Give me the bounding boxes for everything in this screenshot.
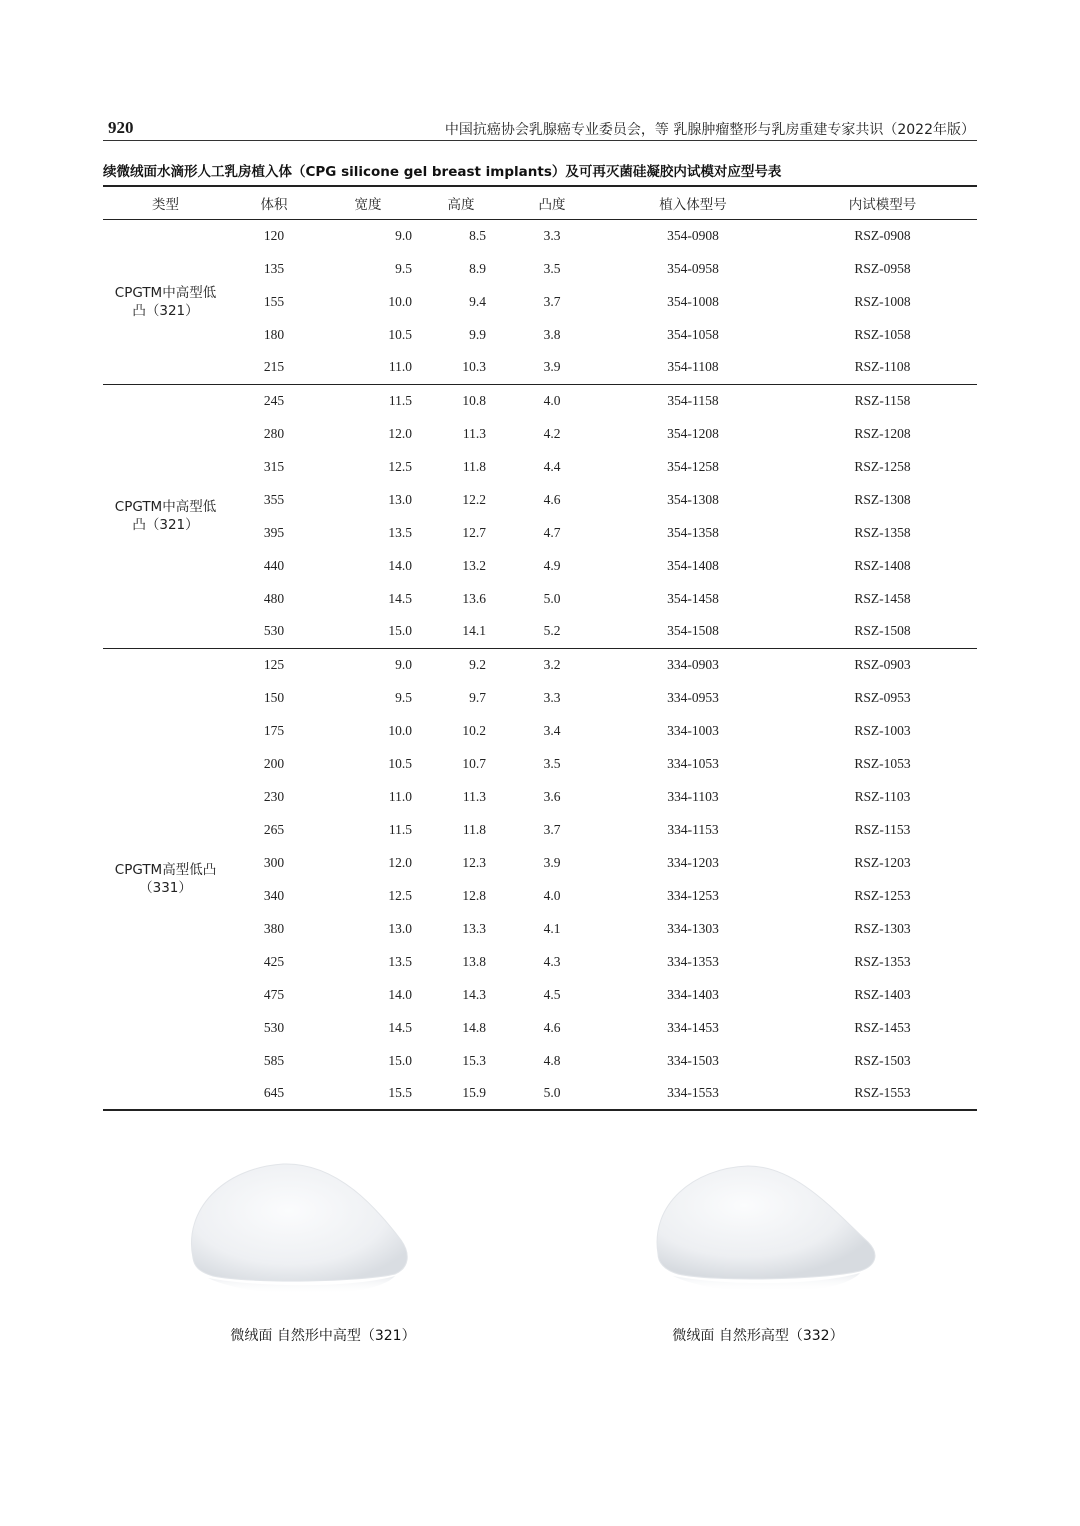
table-row xyxy=(103,978,977,1011)
projection-cell: 4.7 xyxy=(543,524,561,540)
width-cell xyxy=(320,615,416,648)
projection-cell: 3.7 xyxy=(543,293,561,309)
type-label-line1: CPGTM高型低凸 xyxy=(114,861,217,878)
height-cell-value: 10.3 xyxy=(462,359,486,375)
type-label-line2: 凸（321） xyxy=(132,517,199,533)
height-cell xyxy=(416,879,506,912)
implant-model-cell: 334-0953 xyxy=(667,689,719,705)
table-row xyxy=(103,681,977,714)
sizer-model-cell: RSZ-1008 xyxy=(854,293,911,309)
type-label-line2: 凸（321） xyxy=(132,302,199,319)
table-row xyxy=(103,648,977,681)
width-cell-value: 14.5 xyxy=(388,1019,412,1035)
width-cell xyxy=(320,516,416,549)
width-cell-value: 11.5 xyxy=(388,392,412,408)
implant-model-cell: 334-1403 xyxy=(667,986,719,1002)
width-cell-value: 12.0 xyxy=(388,854,412,870)
volume-cell: 125 xyxy=(263,656,285,672)
implant-model-cell: 334-1303 xyxy=(667,920,719,936)
width-cell-value: 9.0 xyxy=(395,227,412,243)
height-cell xyxy=(416,417,506,450)
projection-cell: 4.2 xyxy=(543,425,561,441)
width-cell-value: 14.0 xyxy=(388,986,412,1002)
table-row xyxy=(103,516,977,549)
width-cell xyxy=(320,384,416,417)
table-group-2 xyxy=(103,384,977,648)
height-cell-value: 12.8 xyxy=(462,887,486,903)
height-cell-value: 10.7 xyxy=(462,755,486,771)
height-cell xyxy=(416,549,506,582)
sizer-model-cell: RSZ-1358 xyxy=(854,524,911,540)
sizer-model-cell: RSZ-1553 xyxy=(854,1085,911,1100)
volume-cell: 200 xyxy=(263,755,285,771)
volume-cell: 315 xyxy=(263,458,285,474)
volume-cell: 215 xyxy=(263,359,285,375)
implant-table-container xyxy=(103,185,977,1111)
projection-cell: 4.8 xyxy=(543,1052,561,1068)
column-header-projection: 凸度 xyxy=(538,196,566,213)
height-cell xyxy=(416,582,506,615)
column-header-type: 类型 xyxy=(152,196,179,213)
sizer-model-cell: RSZ-0953 xyxy=(854,689,911,705)
implant-model-cell: 334-1203 xyxy=(667,854,719,870)
width-cell xyxy=(320,450,416,483)
projection-cell: 3.5 xyxy=(543,260,561,276)
implant-model-cell: 354-1308 xyxy=(667,491,719,507)
table-row xyxy=(103,912,977,945)
height-cell xyxy=(416,1044,506,1077)
volume-cell: 180 xyxy=(263,326,285,342)
volume-cell: 135 xyxy=(263,260,285,276)
sizer-model-cell: RSZ-1503 xyxy=(854,1052,911,1068)
width-cell-value: 12.0 xyxy=(388,425,412,441)
table-row xyxy=(103,846,977,879)
implant-model-cell: 354-1058 xyxy=(667,326,719,342)
height-cell-value: 10.2 xyxy=(462,722,486,738)
height-cell xyxy=(416,648,506,681)
width-cell-value: 9.0 xyxy=(395,656,412,672)
width-cell xyxy=(320,978,416,1011)
volume-cell: 530 xyxy=(263,623,285,639)
table-row xyxy=(103,714,977,747)
table-row xyxy=(103,384,977,417)
width-cell-value: 9.5 xyxy=(395,689,412,705)
height-cell-value: 10.8 xyxy=(462,392,486,408)
sizer-model-cell: RSZ-1403 xyxy=(854,986,911,1002)
height-cell-value: 12.3 xyxy=(462,854,486,870)
table-row xyxy=(103,1077,977,1110)
implant-model-cell: 354-1008 xyxy=(667,293,719,309)
table-group-3 xyxy=(103,648,977,1110)
volume-cell: 300 xyxy=(263,854,285,870)
volume-cell: 340 xyxy=(263,887,285,903)
sizer-model-cell: RSZ-1353 xyxy=(854,953,911,969)
type-cell xyxy=(103,219,228,384)
height-cell xyxy=(416,285,506,318)
volume-cell: 440 xyxy=(263,557,285,573)
width-cell xyxy=(320,648,416,681)
width-cell-value: 11.5 xyxy=(388,821,412,837)
projection-cell: 3.8 xyxy=(543,326,561,342)
type-label-line1: CPGTM中高型低 xyxy=(114,284,217,301)
projection-cell: 4.1 xyxy=(543,920,561,936)
height-cell xyxy=(416,681,506,714)
implant-model-cell: 334-1553 xyxy=(667,1085,719,1100)
implant-model-cell: 354-1458 xyxy=(667,590,719,606)
projection-cell: 5.2 xyxy=(543,623,561,639)
height-cell xyxy=(416,714,506,747)
width-cell xyxy=(320,483,416,516)
projection-cell: 3.9 xyxy=(543,359,561,375)
implant-size-table xyxy=(103,185,977,1111)
width-cell-value: 10.5 xyxy=(388,326,412,342)
height-cell-value: 12.2 xyxy=(462,491,486,507)
height-cell xyxy=(416,252,506,285)
width-cell xyxy=(320,879,416,912)
column-header-height: 高度 xyxy=(447,196,475,213)
width-cell xyxy=(320,582,416,615)
height-cell xyxy=(416,615,506,648)
height-cell xyxy=(416,1011,506,1044)
width-cell xyxy=(320,219,416,252)
projection-cell: 3.5 xyxy=(543,755,561,771)
type-label-line1: CPGTM中高型低 xyxy=(114,499,217,515)
projection-cell: 5.0 xyxy=(543,1085,561,1100)
volume-cell: 265 xyxy=(263,821,285,837)
height-cell-value: 14.8 xyxy=(462,1019,486,1035)
width-cell-value: 13.0 xyxy=(388,920,412,936)
height-cell-value: 9.7 xyxy=(469,689,486,705)
height-cell xyxy=(416,516,506,549)
teardrop-implant-321-image xyxy=(163,1150,483,1320)
table-row xyxy=(103,549,977,582)
height-cell xyxy=(416,219,506,252)
implant-model-cell: 334-1503 xyxy=(667,1052,719,1068)
implant-model-cell: 354-1358 xyxy=(667,524,719,540)
sizer-model-cell: RSZ-1408 xyxy=(854,557,911,573)
running-header-title: 中国抗癌协会乳腺癌专业委员会，等 乳腺肿瘤整形与乳房重建专家共识（2022年版） xyxy=(444,122,975,138)
projection-cell: 3.3 xyxy=(543,227,561,243)
implant-model-cell: 334-1453 xyxy=(667,1019,719,1035)
sizer-model-cell: RSZ-1053 xyxy=(854,755,911,771)
width-cell xyxy=(320,780,416,813)
projection-cell: 3.6 xyxy=(543,788,561,804)
volume-cell: 475 xyxy=(263,986,285,1002)
width-cell-value: 15.0 xyxy=(388,1052,412,1068)
table-row xyxy=(103,615,977,648)
implant-model-cell: 334-1153 xyxy=(667,821,719,837)
sizer-model-cell: RSZ-0958 xyxy=(854,260,911,276)
type-label-line2: （331） xyxy=(139,879,192,896)
width-cell xyxy=(320,714,416,747)
table-row xyxy=(103,1011,977,1044)
height-cell-value: 13.8 xyxy=(462,953,486,969)
height-cell xyxy=(416,351,506,384)
table-group-1 xyxy=(103,219,977,384)
sizer-model-cell: RSZ-1058 xyxy=(854,326,911,342)
column-header-implant-model: 植入体型号 xyxy=(659,196,727,213)
table-row xyxy=(103,1044,977,1077)
projection-cell: 4.9 xyxy=(543,557,561,573)
table-row xyxy=(103,582,977,615)
height-cell-value: 11.3 xyxy=(462,425,486,441)
projection-cell: 4.0 xyxy=(543,887,561,903)
volume-cell: 585 xyxy=(263,1052,285,1068)
height-cell xyxy=(416,846,506,879)
volume-cell: 480 xyxy=(263,590,285,606)
table-row xyxy=(103,879,977,912)
volume-cell: 150 xyxy=(263,689,285,705)
table-row xyxy=(103,450,977,483)
width-cell xyxy=(320,351,416,384)
sizer-model-cell: RSZ-1003 xyxy=(854,722,911,738)
width-cell xyxy=(320,681,416,714)
height-cell xyxy=(416,912,506,945)
sizer-model-cell: RSZ-1508 xyxy=(854,623,911,639)
page-number: 920 xyxy=(108,118,134,137)
implant-model-cell: 334-1253 xyxy=(667,887,719,903)
figure-caption-321: 微绒面 自然形中高型（321） xyxy=(230,1328,416,1344)
table-row xyxy=(103,780,977,813)
volume-cell: 395 xyxy=(263,524,285,540)
column-header-volume: 体积 xyxy=(260,196,288,213)
projection-cell: 5.0 xyxy=(543,590,561,606)
volume-cell: 530 xyxy=(263,1019,285,1035)
height-cell xyxy=(416,318,506,351)
sizer-model-cell: RSZ-1458 xyxy=(854,590,911,606)
sizer-model-cell: RSZ-1203 xyxy=(854,854,911,870)
width-cell xyxy=(320,747,416,780)
implant-model-cell: 354-1158 xyxy=(667,392,719,408)
table-row xyxy=(103,219,977,252)
height-cell-value: 11.8 xyxy=(462,458,486,474)
implant-model-cell: 334-1103 xyxy=(667,788,719,804)
sizer-model-cell: RSZ-1208 xyxy=(854,425,911,441)
implant-model-cell: 354-1108 xyxy=(667,359,719,375)
type-cell xyxy=(103,384,228,648)
width-cell xyxy=(320,285,416,318)
sizer-model-cell: RSZ-1253 xyxy=(854,887,911,903)
height-cell-value: 13.2 xyxy=(462,557,486,573)
width-cell-value: 15.5 xyxy=(388,1085,412,1100)
projection-cell: 4.4 xyxy=(543,458,561,474)
implant-model-cell: 354-1508 xyxy=(667,623,719,639)
figure-implant-321 xyxy=(163,1150,483,1360)
sizer-model-cell: RSZ-0903 xyxy=(854,656,911,672)
figure-implant-332 xyxy=(598,1150,918,1360)
height-cell-value: 9.4 xyxy=(469,293,486,309)
table-row xyxy=(103,252,977,285)
table-row xyxy=(103,945,977,978)
table-row xyxy=(103,285,977,318)
height-cell xyxy=(416,384,506,417)
implant-model-cell: 354-1258 xyxy=(667,458,719,474)
width-cell-value: 15.0 xyxy=(388,623,412,639)
height-cell-value: 15.3 xyxy=(462,1052,486,1068)
table-row xyxy=(103,747,977,780)
height-cell-value: 12.7 xyxy=(462,524,486,540)
projection-cell: 4.5 xyxy=(543,986,561,1002)
implant-model-cell: 354-1408 xyxy=(667,557,719,573)
height-cell xyxy=(416,978,506,1011)
implant-model-cell: 354-0908 xyxy=(667,227,719,243)
volume-cell: 175 xyxy=(263,722,285,738)
implant-model-cell: 334-0903 xyxy=(667,656,719,672)
width-cell xyxy=(320,1011,416,1044)
column-header-sizer-model: 内试模型号 xyxy=(848,196,917,213)
table-row xyxy=(103,813,977,846)
width-cell-value: 12.5 xyxy=(388,458,412,474)
projection-cell: 4.0 xyxy=(543,392,561,408)
height-cell-value: 9.9 xyxy=(469,326,486,342)
width-cell xyxy=(320,846,416,879)
sizer-model-cell: RSZ-1153 xyxy=(854,821,911,837)
sizer-model-cell: RSZ-1303 xyxy=(854,920,911,936)
table-header-row xyxy=(103,186,977,219)
height-cell xyxy=(416,1077,506,1110)
volume-cell: 645 xyxy=(263,1085,285,1100)
teardrop-implant-332-image xyxy=(598,1150,918,1320)
header-divider xyxy=(103,140,977,141)
width-cell xyxy=(320,912,416,945)
width-cell-value: 14.5 xyxy=(388,590,412,606)
projection-cell: 3.7 xyxy=(543,821,561,837)
volume-cell: 355 xyxy=(263,491,285,507)
width-cell xyxy=(320,549,416,582)
implant-model-cell: 334-1003 xyxy=(667,722,719,738)
table-row xyxy=(103,318,977,351)
projection-cell: 4.6 xyxy=(543,491,561,507)
height-cell-value: 8.5 xyxy=(469,227,486,243)
height-cell-value: 9.2 xyxy=(469,656,486,672)
width-cell xyxy=(320,945,416,978)
volume-cell: 230 xyxy=(263,788,285,804)
sizer-model-cell: RSZ-1158 xyxy=(854,392,911,408)
height-cell-value: 13.3 xyxy=(462,920,486,936)
implant-model-cell: 354-0958 xyxy=(667,260,719,276)
height-cell-value: 14.3 xyxy=(462,986,486,1002)
width-cell xyxy=(320,417,416,450)
implant-model-cell: 354-1208 xyxy=(667,425,719,441)
sizer-model-cell: RSZ-1258 xyxy=(854,458,911,474)
width-cell-value: 13.5 xyxy=(388,524,412,540)
column-header-width: 宽度 xyxy=(354,196,382,213)
width-cell-value: 10.5 xyxy=(388,755,412,771)
width-cell xyxy=(320,318,416,351)
width-cell-value: 13.5 xyxy=(388,953,412,969)
sizer-model-cell: RSZ-1308 xyxy=(854,491,911,507)
projection-cell: 3.2 xyxy=(543,656,561,672)
sizer-model-cell: RSZ-1108 xyxy=(854,359,911,375)
projection-cell: 4.3 xyxy=(543,953,561,969)
volume-cell: 425 xyxy=(263,953,285,969)
sizer-model-cell: RSZ-1103 xyxy=(854,788,911,804)
height-cell xyxy=(416,747,506,780)
table-row xyxy=(103,351,977,384)
width-cell-value: 9.5 xyxy=(395,260,412,276)
height-cell xyxy=(416,945,506,978)
table-caption: 续微绒面水滴形人工乳房植入体（CPG silicone gel breast implants）及可再灭菌硅凝胶内试模对应型号表 xyxy=(103,164,782,180)
projection-cell: 4.6 xyxy=(543,1019,561,1035)
width-cell-value: 10.0 xyxy=(388,722,412,738)
width-cell xyxy=(320,813,416,846)
height-cell-value: 13.6 xyxy=(462,590,486,606)
implant-model-cell: 334-1053 xyxy=(667,755,719,771)
table-row xyxy=(103,483,977,516)
width-cell xyxy=(320,1077,416,1110)
width-cell xyxy=(320,252,416,285)
height-cell-value: 15.9 xyxy=(462,1085,486,1100)
height-cell xyxy=(416,813,506,846)
width-cell xyxy=(320,1044,416,1077)
projection-cell: 3.9 xyxy=(543,854,561,870)
implant-model-cell: 334-1353 xyxy=(667,953,719,969)
volume-cell: 280 xyxy=(263,425,285,441)
volume-cell: 380 xyxy=(263,920,285,936)
figure-caption-332: 微绒面 自然形高型（332） xyxy=(672,1328,844,1344)
table-row xyxy=(103,417,977,450)
width-cell-value: 13.0 xyxy=(388,491,412,507)
volume-cell: 120 xyxy=(263,227,285,243)
implant-figures xyxy=(103,1150,977,1360)
projection-cell: 3.3 xyxy=(543,689,561,705)
width-cell-value: 10.0 xyxy=(388,293,412,309)
sizer-model-cell: RSZ-1453 xyxy=(854,1019,911,1035)
type-cell xyxy=(103,648,228,1110)
height-cell xyxy=(416,483,506,516)
projection-cell: 3.4 xyxy=(543,722,561,738)
height-cell-value: 8.9 xyxy=(469,260,486,276)
height-cell-value: 11.8 xyxy=(462,821,486,837)
height-cell-value: 14.1 xyxy=(462,623,486,639)
height-cell xyxy=(416,450,506,483)
volume-cell: 155 xyxy=(263,293,285,309)
width-cell-value: 11.0 xyxy=(388,788,412,804)
width-cell-value: 14.0 xyxy=(388,557,412,573)
height-cell xyxy=(416,780,506,813)
width-cell-value: 11.0 xyxy=(388,359,412,375)
width-cell-value: 12.5 xyxy=(388,887,412,903)
volume-cell: 245 xyxy=(263,392,285,408)
height-cell-value: 11.3 xyxy=(462,788,486,804)
sizer-model-cell: RSZ-0908 xyxy=(854,227,911,243)
